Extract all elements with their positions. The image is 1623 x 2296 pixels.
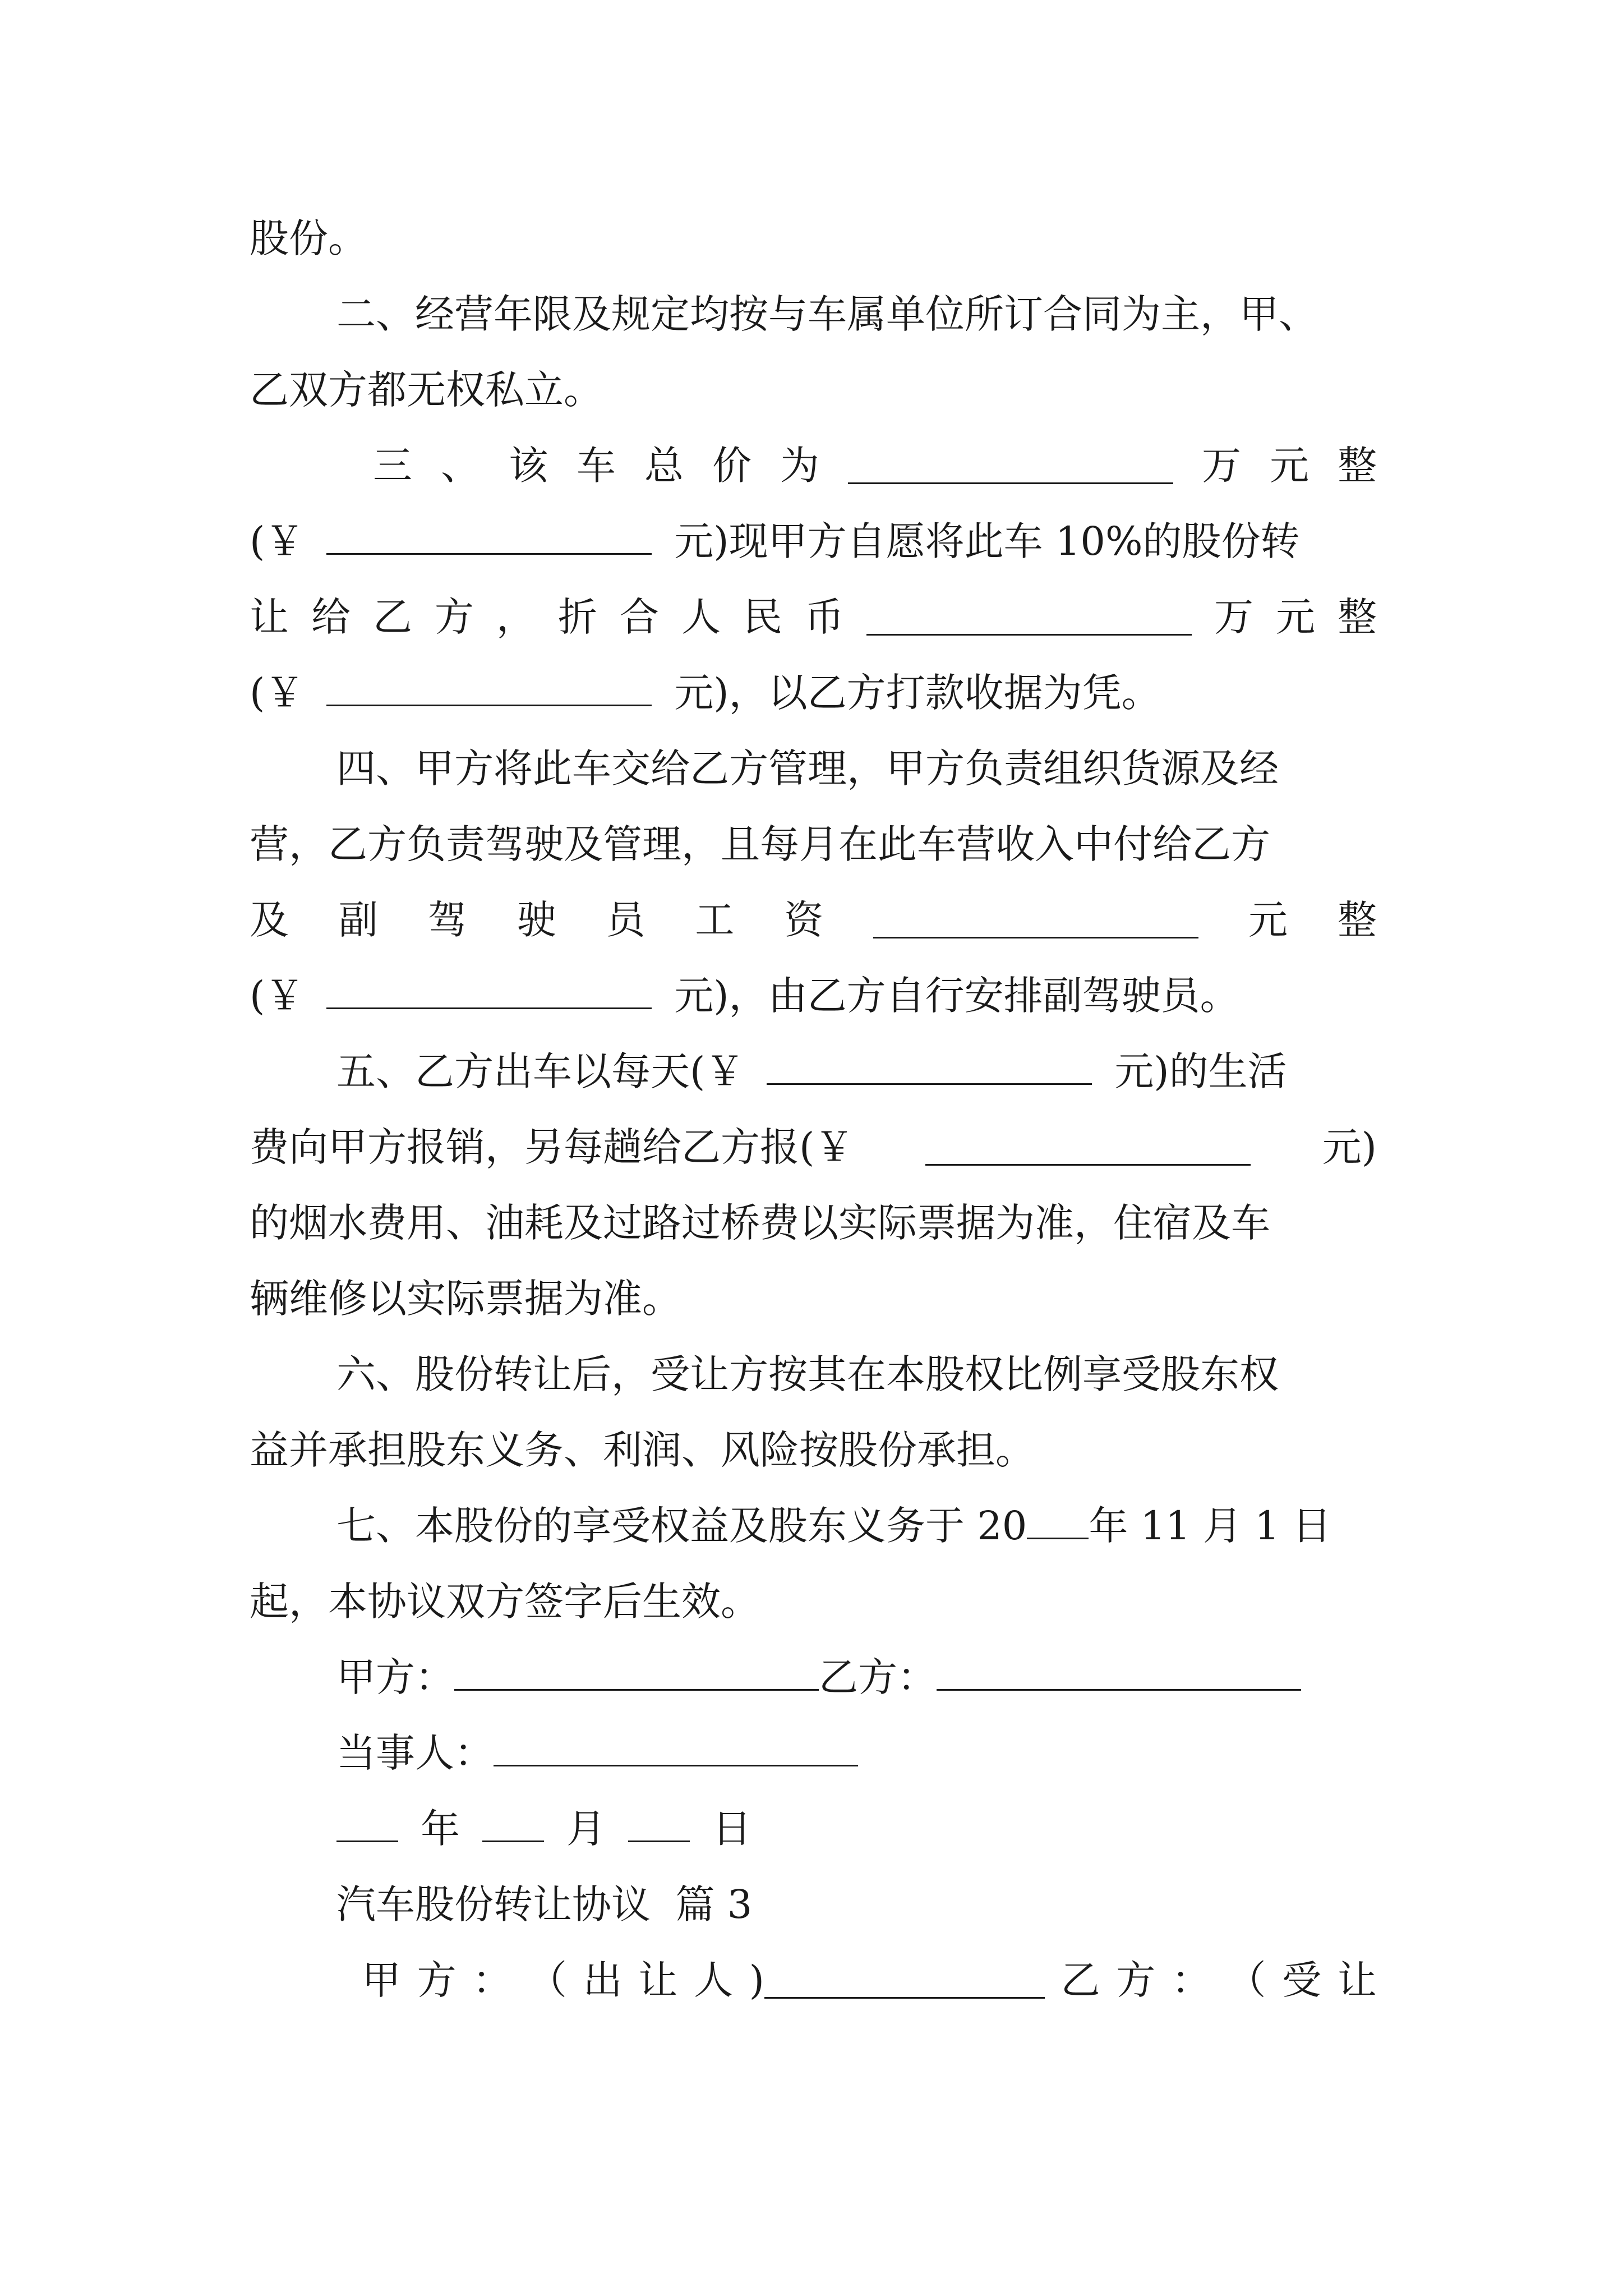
- paragraph-2-line: [336, 283, 1377, 345]
- char: 驶: [517, 897, 556, 943]
- char: 让: [1337, 1957, 1377, 2003]
- char: ，: [496, 594, 536, 640]
- char: 人: [681, 594, 721, 640]
- char: 出: [583, 1957, 623, 2003]
- total-price-line: [373, 435, 1377, 496]
- char: 员: [606, 897, 645, 943]
- fill-blank[interactable]: [326, 670, 652, 706]
- party-b-label: 乙方：: [819, 1654, 937, 1700]
- char: 合: [620, 594, 659, 640]
- paragraph-5-line: [336, 1041, 1377, 1102]
- text: 营，乙方负责驾驶及管理，且每月在此车营收入中付给乙方: [250, 821, 1270, 867]
- signature-line: [336, 1646, 1377, 1708]
- text: 元)现甲方自愿将此车 10%的股份转: [674, 518, 1300, 564]
- char: 受: [1282, 1957, 1322, 2003]
- char: 该: [509, 443, 548, 489]
- text-line: [250, 1192, 1377, 1254]
- char: 整: [1338, 594, 1377, 640]
- text: 的烟水费用、油耗及过路过桥费以实际票据为准，住宿及车: [250, 1200, 1270, 1246]
- party-a-label: 甲方：: [336, 1654, 454, 1700]
- seller-blank[interactable]: [764, 1962, 1045, 1999]
- party-signature-blank[interactable]: [494, 1730, 858, 1766]
- text-line: [250, 1116, 1377, 1178]
- fill-blank[interactable]: [925, 1129, 1251, 1166]
- year-blank[interactable]: [336, 1806, 398, 1842]
- text: 乙双方都无权私立。: [250, 367, 603, 413]
- text-line: [250, 1419, 1377, 1481]
- party-a-signature-blank[interactable]: [454, 1654, 819, 1691]
- date-line: [336, 1798, 1377, 1860]
- text: 四、甲方将此车交给乙方管理，甲方负责组织货源及经: [336, 746, 1279, 792]
- text: 七、本股份的享受权益及股东义务于 20: [336, 1503, 1027, 1549]
- fill-blank[interactable]: [326, 518, 652, 555]
- char: 价: [712, 443, 751, 489]
- char: 及: [250, 897, 289, 943]
- char: 驾: [427, 897, 467, 943]
- text-line: [250, 813, 1377, 875]
- char: ：: [1171, 1957, 1211, 2003]
- party-b-signature-blank[interactable]: [937, 1654, 1301, 1691]
- char: 方: [435, 594, 474, 640]
- char: 方: [417, 1957, 457, 2003]
- char: 甲: [362, 1957, 401, 2003]
- month-label: 月: [566, 1806, 606, 1852]
- text: 元)的生活: [1114, 1048, 1287, 1094]
- char: 让: [250, 594, 289, 640]
- party-line: [336, 1722, 1377, 1784]
- char: 人: [693, 1957, 733, 2003]
- char: 万: [1202, 443, 1241, 489]
- paragraph-4-line: [336, 738, 1377, 799]
- section-heading: [336, 1874, 1377, 1935]
- char: 乙: [373, 594, 412, 640]
- char: （: [1227, 1957, 1266, 2003]
- char: 币: [805, 594, 844, 640]
- fill-blank[interactable]: [326, 973, 652, 1009]
- char: 为: [780, 443, 819, 489]
- text: 费向甲方报销，另每趟给乙方报(￥: [250, 1124, 854, 1170]
- text: 元)，由乙方自行安排副驾驶员。: [674, 973, 1239, 1019]
- char: 万: [1214, 594, 1253, 640]
- char: 折: [558, 594, 597, 640]
- fill-blank[interactable]: [866, 599, 1192, 636]
- text: 六、股份转让后，受让方按其在本股权比例享受股东权: [336, 1351, 1279, 1397]
- text-line: [250, 208, 1377, 269]
- char: （: [527, 1957, 567, 2003]
- text-line: [250, 965, 1377, 1027]
- fill-blank[interactable]: [1027, 1503, 1089, 1539]
- char: 资: [784, 897, 824, 943]
- char: 乙: [1061, 1957, 1100, 2003]
- fill-blank[interactable]: [848, 448, 1173, 484]
- char: 民: [743, 594, 782, 640]
- wage-line: [250, 889, 1377, 951]
- text-line: [250, 662, 1377, 724]
- text: 元): [1322, 1124, 1377, 1170]
- fill-blank[interactable]: [767, 1048, 1092, 1085]
- char: 元: [1276, 594, 1315, 640]
- text: 五、乙方出车以每天(￥: [336, 1048, 745, 1094]
- char: 车: [577, 443, 616, 489]
- char: 给: [311, 594, 351, 640]
- paragraph-7-line: [336, 1495, 1377, 1557]
- paragraph-6-line: [336, 1343, 1377, 1405]
- year-label: 年: [421, 1806, 460, 1852]
- text: (￥: [250, 973, 305, 1019]
- day-blank[interactable]: [628, 1806, 690, 1842]
- char: 三: [373, 443, 412, 489]
- text-line: [250, 1571, 1377, 1632]
- text-line: [250, 510, 1377, 572]
- char: 元: [1248, 897, 1288, 943]
- text: 益并承担股东义务、利润、风险按股份承担。: [250, 1427, 1035, 1473]
- char: 整: [1338, 443, 1377, 489]
- char: 工: [695, 897, 735, 943]
- char: 方: [1116, 1957, 1156, 2003]
- char: 元: [1270, 443, 1309, 489]
- text: (￥: [250, 518, 305, 564]
- text: 股份。: [250, 215, 367, 261]
- conversion-line: [250, 586, 1377, 648]
- text: 辆维修以实际票据为准。: [250, 1276, 681, 1322]
- char: 、: [441, 443, 480, 489]
- seller-blank-group: [749, 1949, 1045, 2011]
- char: ：: [472, 1957, 512, 2003]
- parties-line: [362, 1949, 1377, 2011]
- party-label: 当事人：: [336, 1730, 494, 1776]
- char: ): [749, 1957, 764, 2003]
- text: (￥: [250, 670, 305, 716]
- fill-blank[interactable]: [873, 902, 1198, 938]
- text: 二、经营年限及规定均按与车属单位所订合同为主，甲、: [336, 291, 1318, 337]
- char: 总: [644, 443, 684, 489]
- day-label: 日: [712, 1806, 751, 1852]
- char: 让: [638, 1957, 678, 2003]
- text: 汽车股份转让协议 篇 3: [336, 1881, 753, 1927]
- char: 整: [1337, 897, 1377, 943]
- text-line: [250, 1268, 1377, 1329]
- char: 副: [338, 897, 378, 943]
- text-line: [250, 359, 1377, 421]
- text: 元)，以乙方打款收据为凭。: [674, 670, 1161, 716]
- text: 起，本协议双方签字后生效。: [250, 1579, 760, 1625]
- text: 年 11 月 1 日: [1089, 1503, 1331, 1549]
- month-blank[interactable]: [482, 1806, 544, 1842]
